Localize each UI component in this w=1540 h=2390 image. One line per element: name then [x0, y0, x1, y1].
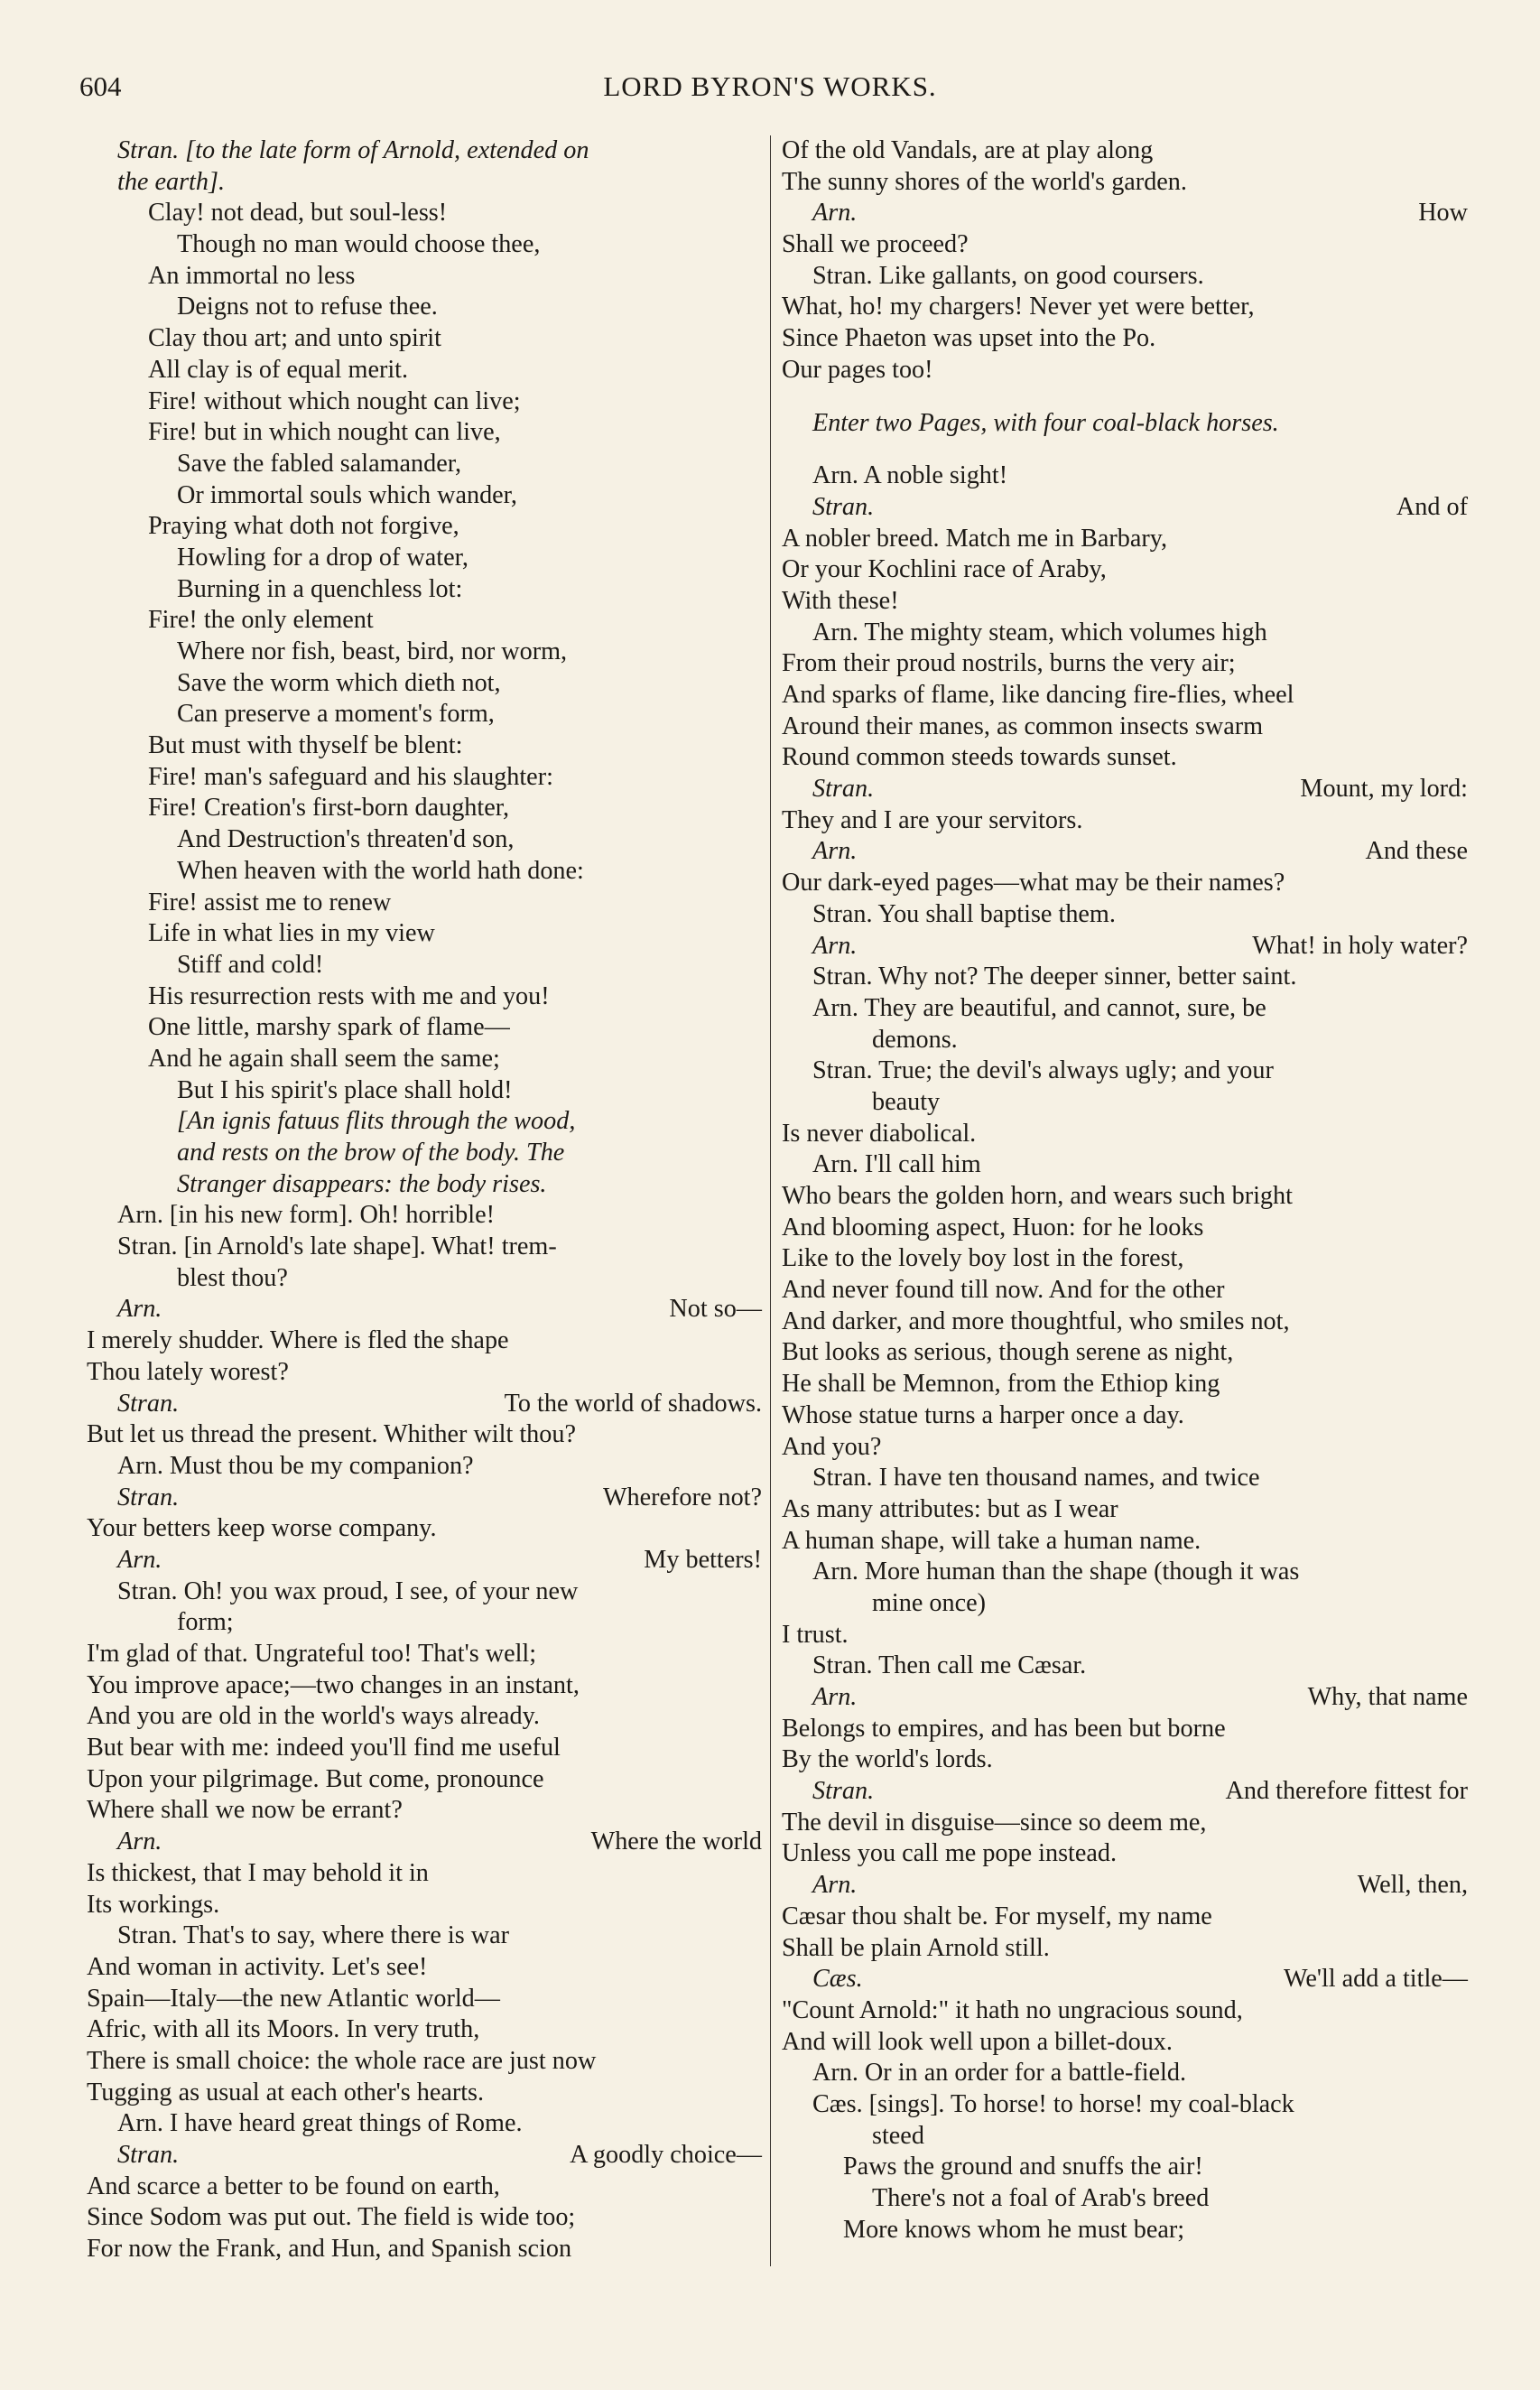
line-text: Stran. [to the late form of Arnold, extended on	[117, 136, 589, 164]
line-text: Stiff and cold!	[177, 950, 324, 979]
line-text: Arn. [in his new form]. Oh! horrible!	[117, 1201, 496, 1230]
text-line	[782, 774, 1468, 805]
line-text: Arn.	[117, 1827, 162, 1856]
line-text: Arn. A noble sight!	[812, 461, 1008, 490]
text-line	[782, 836, 1468, 868]
text-line	[87, 1670, 762, 1702]
text-line	[87, 1733, 762, 1764]
text-line	[782, 1087, 1468, 1119]
line-text: He shall be Memnon, from the Ethiop king	[782, 1370, 1220, 1399]
line-text: Or your Kochlini race of Araby,	[782, 555, 1107, 584]
line-text: And will look well upon a billet-doux.	[782, 2027, 1173, 2056]
text-line	[782, 1149, 1468, 1181]
text-line	[87, 1169, 762, 1201]
line-text: Save the worm which dieth not,	[177, 668, 501, 697]
line-text: Whose statue turns a harper once a day.	[782, 1400, 1184, 1429]
line-text: Save the fabled salamander,	[177, 449, 462, 478]
line-text: Upon your pilgrimage. But come, pronounce	[87, 1764, 544, 1793]
line-text: I'm glad of that. Ungrateful too! That's well;	[87, 1640, 537, 1668]
text-line	[782, 460, 1468, 492]
line-text: And you are old in the world's ways already.	[87, 1702, 540, 1731]
text-line	[87, 1200, 762, 1232]
text-line	[782, 323, 1468, 355]
line-text: Burning in a quenchless lot:	[177, 574, 463, 603]
line-text: Enter two Pages, with four coal-black horses.	[812, 408, 1279, 437]
line-text: Stran.	[117, 2141, 180, 2169]
line-text: Tugging as usual at each other's hearts.	[87, 2078, 485, 2106]
line-text: Stran. You shall baptise them.	[812, 899, 1116, 928]
text-line	[87, 856, 762, 888]
text-line	[782, 1025, 1468, 1056]
text-line	[87, 1545, 762, 1576]
text-line	[782, 1838, 1468, 1870]
text-line	[782, 1714, 1468, 1745]
line-text: Though no man would choose thee,	[177, 230, 541, 259]
line-text: beauty	[872, 1087, 941, 1116]
line-text: Arn.	[117, 1295, 162, 1324]
text-line	[782, 1307, 1468, 1338]
text-line	[782, 135, 1468, 167]
line-text: The sunny shores of the world's garden.	[782, 167, 1187, 196]
text-line	[782, 1776, 1468, 1808]
text-line	[782, 292, 1468, 323]
line-text: "Count Arnold:" it hath no ungracious sound,	[782, 1995, 1243, 2024]
text-line	[782, 408, 1468, 440]
text-line	[782, 1964, 1468, 1995]
line-text: A nobler breed. Match me in Barbary,	[782, 524, 1168, 553]
line-text: Arn.	[117, 1545, 162, 1574]
line-text: and rests on the brow of the body. The	[177, 1139, 565, 1167]
line-text: Cæsar thou shalt be. For myself, my name	[782, 1902, 1212, 1930]
text-line	[782, 680, 1468, 711]
text-line	[782, 1808, 1468, 1839]
text-line	[782, 261, 1468, 293]
text-line	[87, 918, 762, 950]
line-text: And scarce a better to be found on earth,	[87, 2171, 500, 2200]
line-text: One little, marshy spark of flame—	[148, 1013, 510, 1042]
line-text: Deigns not to refuse thee.	[177, 293, 438, 321]
line-text: Stran.	[117, 1389, 180, 1418]
text-line	[87, 668, 762, 700]
line-text: Around their manes, as common insects swarm	[782, 711, 1264, 740]
line-text: Round common steeds towards sunset.	[782, 743, 1177, 772]
text-line	[87, 888, 762, 919]
text-line	[782, 1213, 1468, 1244]
text-line	[87, 480, 762, 512]
text-line	[87, 1075, 762, 1107]
text-line	[87, 1764, 762, 1796]
text-line	[782, 1275, 1468, 1307]
text-line	[782, 993, 1468, 1025]
line-text: Shall be plain Arnold still.	[782, 1933, 1050, 1962]
line-text: More knows whom he must bear;	[843, 2215, 1185, 2244]
line-text: Can preserve a moment's form,	[177, 700, 495, 729]
line-continuation: Where the world	[590, 1827, 762, 1856]
line-text: What, ho! my chargers! Never yet were better,	[782, 293, 1255, 321]
line-text: Arn.	[812, 1871, 858, 1900]
line-continuation: Well, then,	[1357, 1871, 1468, 1900]
line-text: Where shall we now be errant?	[87, 1796, 403, 1825]
line-text: Stran. I have ten thousand names, and twice	[812, 1464, 1260, 1493]
line-text: Stran. True; the devil's always ugly; and your	[812, 1056, 1274, 1085]
line-text: His resurrection rests with me and you!	[148, 981, 550, 1010]
text-line	[782, 931, 1468, 963]
line-text: the earth].	[117, 167, 225, 196]
text-line	[87, 1890, 762, 1921]
line-text: Life in what lies in my view	[148, 919, 435, 948]
text-line	[87, 323, 762, 355]
line-text: Fire! but in which nought can live,	[148, 418, 501, 447]
text-line	[87, 1607, 762, 1639]
text-line	[87, 605, 762, 637]
line-text: The devil in disguise—since so deem me,	[782, 1808, 1207, 1837]
line-text: And blooming aspect, Huon: for he looks	[782, 1213, 1204, 1241]
line-text: Our dark-eyed pages—what may be their names?	[782, 869, 1285, 897]
text-line	[87, 793, 762, 824]
text-line	[782, 1181, 1468, 1213]
text-line	[782, 492, 1468, 524]
text-line	[782, 742, 1468, 774]
line-text: Or immortal souls which wander,	[177, 480, 517, 509]
line-text: Stran. Why not? The deeper sinner, better saint.	[812, 963, 1297, 991]
line-text: And he again shall seem the same;	[148, 1044, 500, 1073]
line-text: Who bears the golden horn, and wears such bright	[782, 1182, 1293, 1210]
text-line	[87, 167, 762, 199]
line-continuation: Not so—	[669, 1295, 762, 1324]
line-text: Stran. Oh! you wax proud, I see, of your new	[117, 1576, 579, 1605]
text-line	[87, 1858, 762, 1890]
line-continuation: Mount, my lord:	[1300, 775, 1468, 804]
text-line	[782, 1902, 1468, 1933]
line-text: Afric, with all its Moors. In very truth,	[87, 2015, 480, 2044]
line-text: As many attributes: but as I wear	[782, 1494, 1118, 1523]
line-text: Stran.	[812, 492, 875, 521]
text-line	[782, 586, 1468, 618]
text-line	[782, 1557, 1468, 1588]
text-line	[87, 1044, 762, 1075]
line-text: Arn. Or in an order for a battle-field.	[812, 2059, 1187, 2088]
text-line	[87, 1357, 762, 1389]
line-text: And darker, and more thoughtful, who smiles not,	[782, 1307, 1290, 1335]
line-text: When heaven with the world hath done:	[177, 856, 584, 885]
line-text: But must with thyself be blent:	[148, 731, 463, 760]
line-text: Arn. I have heard great things of Rome.	[117, 2109, 523, 2138]
text-line	[87, 1827, 762, 1858]
text-line	[87, 637, 762, 668]
text-line	[782, 2152, 1468, 2183]
text-line	[782, 1337, 1468, 1369]
line-text: There's not a foal of Arab's breed	[872, 2184, 1210, 2212]
text-line	[87, 1701, 762, 1733]
line-text: Arn. More human than the shape (though it was	[812, 1558, 1300, 1586]
line-text: And Destruction's threaten'd son,	[177, 825, 515, 854]
text-line	[87, 1106, 762, 1138]
line-continuation: And of	[1396, 492, 1468, 521]
line-text: With these!	[782, 586, 899, 615]
line-text: And woman in activity. Let's see!	[87, 1952, 428, 1981]
text-line	[87, 135, 762, 167]
line-text: Arn.	[812, 931, 858, 960]
line-text: By the world's lords.	[782, 1745, 993, 1774]
line-text: Stran. That's to say, where there is war	[117, 1921, 510, 1950]
text-line	[87, 2108, 762, 2140]
text-line	[87, 1012, 762, 1044]
text-line	[87, 1419, 762, 1451]
text-line	[87, 449, 762, 480]
line-continuation: My betters!	[644, 1545, 762, 1574]
line-text: There is small choice: the whole race are just now	[87, 2046, 597, 2075]
line-text: Fire! Creation's first-born daughter,	[148, 794, 510, 823]
line-text: Howling for a drop of water,	[177, 543, 468, 572]
text-line	[87, 1138, 762, 1169]
text-line	[87, 2014, 762, 2046]
line-text: Since Sodom was put out. The field is wide too;	[87, 2203, 576, 2232]
line-text: Fire! assist me to renew	[148, 888, 392, 916]
text-line	[87, 198, 762, 229]
line-text: form;	[177, 1608, 234, 1637]
text-line	[782, 167, 1468, 199]
text-line	[782, 1526, 1468, 1558]
text-line	[782, 1682, 1468, 1714]
text-line	[782, 1056, 1468, 1087]
line-text: You improve apace;—two changes in an instant,	[87, 1670, 580, 1699]
text-line	[87, 2046, 762, 2078]
text-line	[782, 1870, 1468, 1902]
line-text: Your betters keep worse company.	[87, 1514, 437, 1543]
text-line	[782, 648, 1468, 680]
text-line	[87, 1389, 762, 1420]
line-text: Arn.	[812, 199, 858, 228]
text-line	[87, 730, 762, 762]
text-line	[782, 899, 1468, 931]
line-text: [An ignis fatuus flits through the wood,	[177, 1107, 576, 1136]
line-continuation: Why, that name	[1307, 1683, 1468, 1711]
text-line	[87, 1984, 762, 2015]
line-text: But bear with me: indeed you'll find me useful	[87, 1734, 561, 1762]
line-text: Arn.	[812, 837, 858, 866]
line-text: Arn. The mighty steam, which volumes high	[812, 618, 1267, 646]
text-line	[87, 824, 762, 856]
line-text: Cæs.	[812, 1965, 863, 1994]
line-text: Cæs. [sings]. To horse! to horse! my coal-black	[812, 2089, 1294, 2118]
line-text: Clay thou art; and unto spirit	[148, 324, 441, 353]
text-line	[87, 511, 762, 543]
line-text: mine once)	[872, 1588, 987, 1617]
line-text: Is never diabolical.	[782, 1119, 977, 1148]
line-text: Fire! the only element	[148, 606, 374, 635]
text-line	[782, 1620, 1468, 1651]
line-text: I trust.	[782, 1620, 849, 1649]
line-text: But looks as serious, though serene as night,	[782, 1338, 1234, 1367]
text-line	[87, 699, 762, 730]
line-text: demons.	[872, 1025, 958, 1054]
line-text: Where nor fish, beast, bird, nor worm,	[177, 637, 568, 665]
line-text: A human shape, will take a human name.	[782, 1526, 1201, 1555]
text-line	[87, 1483, 762, 1514]
left-column	[87, 135, 762, 2265]
text-line	[782, 805, 1468, 837]
column-divider	[770, 135, 771, 2266]
text-line	[782, 1995, 1468, 2027]
line-text: Fire! without which nought can live;	[148, 386, 521, 415]
text-line	[782, 2183, 1468, 2215]
line-text: I merely shudder. Where is fled the shape	[87, 1326, 509, 1355]
line-text: For now the Frank, and Hun, and Spanish scion	[87, 2235, 572, 2264]
page-number: 604	[79, 70, 122, 102]
text-line	[782, 554, 1468, 586]
text-line	[87, 1451, 762, 1483]
line-text: Stran.	[117, 1483, 180, 1511]
text-line	[87, 261, 762, 293]
text-line	[782, 2215, 1468, 2246]
text-line	[87, 1513, 762, 1545]
text-line	[782, 868, 1468, 899]
text-line	[782, 962, 1468, 993]
line-text: Paws the ground and snuffs the air!	[843, 2153, 1203, 2181]
line-text: blest thou?	[177, 1263, 288, 1292]
text-line	[87, 950, 762, 981]
line-text: Arn. Must thou be my companion?	[117, 1451, 474, 1480]
text-line	[87, 1263, 762, 1295]
running-head: LORD BYRON'S WORKS.	[603, 70, 937, 102]
line-text: Like to the lovely boy lost in the forest,	[782, 1244, 1184, 1273]
line-text: Stran. Then call me Cæsar.	[812, 1651, 1087, 1680]
text-line	[782, 1588, 1468, 1620]
text-line	[87, 229, 762, 261]
line-text: Since Phaeton was upset into the Po.	[782, 324, 1156, 353]
line-text: steed	[872, 2121, 924, 2150]
text-line	[87, 2078, 762, 2109]
text-line	[87, 1325, 762, 1357]
text-line	[87, 1920, 762, 1952]
text-line	[782, 1119, 1468, 1150]
line-text: Is thickest, that I may behold it in	[87, 1858, 429, 1887]
text-line	[87, 2234, 762, 2265]
line-text: Arn. They are beautiful, and cannot, sure, be	[812, 993, 1266, 1022]
line-text: And sparks of flame, like dancing fire-flies, wheel	[782, 681, 1294, 709]
text-line	[782, 355, 1468, 386]
text-line	[782, 711, 1468, 743]
text-line	[87, 762, 762, 794]
line-text: They and I are your servitors.	[782, 805, 1083, 834]
line-text: But I his spirit's place shall hold!	[177, 1075, 513, 1104]
line-text: Its workings.	[87, 1890, 220, 1919]
line-text: Praying what doth not forgive,	[148, 512, 459, 541]
text-line	[782, 2089, 1468, 2121]
text-line	[87, 2140, 762, 2171]
line-text: Stran. Like gallants, on good coursers.	[812, 261, 1204, 290]
line-text: Arn.	[812, 1683, 858, 1711]
text-line	[87, 1952, 762, 1984]
text-line	[87, 1232, 762, 1263]
line-text: Clay! not dead, but soul-less!	[148, 199, 448, 228]
text-line	[782, 229, 1468, 261]
text-line	[782, 524, 1468, 555]
text-line	[87, 574, 762, 606]
line-continuation: To the world of shadows.	[504, 1389, 762, 1418]
line-text: But let us thread the present. Whither wilt thou?	[87, 1420, 576, 1449]
text-line	[782, 1651, 1468, 1682]
text-line	[782, 1744, 1468, 1776]
line-text: An immortal no less	[148, 261, 356, 290]
text-line	[782, 1432, 1468, 1464]
line-text: Spain—Italy—the new Atlantic world—	[87, 1984, 500, 2013]
line-text: Arn. I'll call him	[812, 1150, 981, 1179]
line-continuation: And therefore fittest for	[1225, 1777, 1468, 1806]
text-line	[782, 2121, 1468, 2153]
text-line	[87, 1639, 762, 1670]
line-text: Stran.	[812, 1777, 875, 1806]
line-text: And you?	[782, 1432, 882, 1461]
line-continuation: We'll add a title—	[1284, 1965, 1468, 1994]
text-line	[782, 1400, 1468, 1432]
text-line	[87, 1795, 762, 1827]
line-text: Stran. [in Arnold's late shape]. What! trem-	[117, 1232, 557, 1261]
text-line	[87, 355, 762, 386]
line-continuation: How	[1418, 199, 1468, 228]
text-line	[782, 618, 1468, 649]
text-line	[87, 1294, 762, 1325]
line-text: Stranger disappears: the body rises.	[177, 1169, 547, 1198]
text-line	[87, 2202, 762, 2234]
line-text: Shall we proceed?	[782, 230, 969, 259]
line-text: Our pages too!	[782, 355, 933, 384]
text-line	[782, 1463, 1468, 1494]
page-header	[79, 70, 1461, 112]
line-continuation: And these	[1365, 837, 1468, 866]
text-line	[782, 1243, 1468, 1275]
line-text: And never found till now. And for the other	[782, 1276, 1225, 1305]
line-text: From their proud nostrils, burns the very air;	[782, 649, 1236, 678]
text-line	[87, 292, 762, 323]
text-line	[782, 198, 1468, 229]
line-text: Unless you call me pope instead.	[782, 1839, 1118, 1868]
text-line	[782, 1933, 1468, 1965]
line-continuation: Wherefore not?	[602, 1483, 762, 1511]
text-line	[87, 543, 762, 574]
text-line	[87, 417, 762, 449]
text-line	[87, 386, 762, 418]
text-line	[782, 2027, 1468, 2059]
text-line	[87, 2171, 762, 2203]
text-line	[782, 2058, 1468, 2089]
line-text: Of the old Vandals, are at play along	[782, 136, 1154, 164]
text-line	[782, 1369, 1468, 1400]
line-text: Stran.	[812, 775, 875, 804]
line-continuation: What! in holy water?	[1252, 931, 1468, 960]
line-text: Belongs to empires, and has been but borne	[782, 1714, 1226, 1743]
text-line	[87, 1576, 762, 1608]
line-continuation: A goodly choice—	[570, 2141, 762, 2169]
text-line	[782, 1494, 1468, 1526]
right-column	[782, 135, 1468, 2246]
line-text: Thou lately worest?	[87, 1357, 289, 1386]
text-line	[782, 386, 1468, 408]
text-line	[87, 981, 762, 1013]
text-line	[782, 439, 1468, 460]
line-text: All clay is of equal merit.	[148, 355, 409, 384]
line-text: Fire! man's safeguard and his slaughter:	[148, 762, 553, 791]
